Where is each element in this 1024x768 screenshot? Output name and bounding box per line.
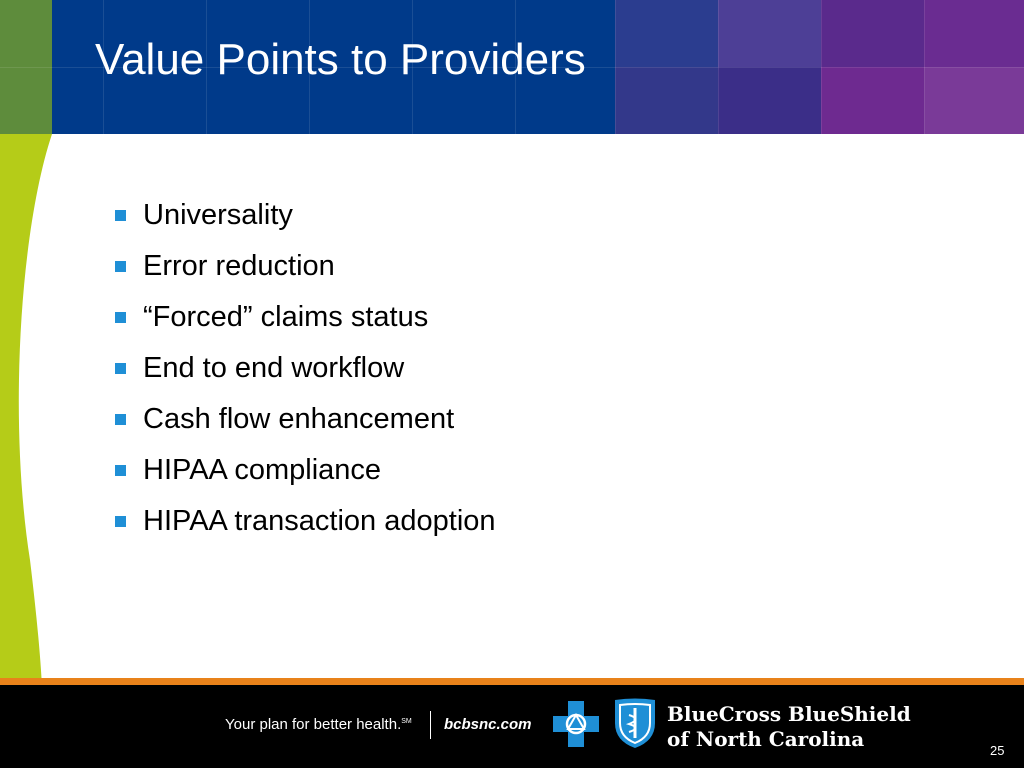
footer-separator (430, 711, 431, 739)
footer-bar (0, 685, 1024, 768)
bullet-text: “Forced” claims status (143, 301, 429, 333)
bullet-text: HIPAA compliance (143, 454, 382, 486)
list-item (115, 241, 975, 292)
list-item (115, 343, 975, 394)
square-bullet-icon (115, 414, 126, 425)
square-bullet-icon (115, 516, 126, 527)
bullet-text: Universality (143, 199, 293, 231)
blue-shield-logo-icon (612, 697, 658, 749)
square-bullet-icon (115, 312, 126, 323)
bullet-text: HIPAA transaction adoption (143, 505, 496, 537)
brand-name (667, 702, 911, 752)
brand-name-line-1: BlueCross BlueShield (667, 702, 911, 726)
list-item (115, 292, 975, 343)
list-item (115, 496, 975, 547)
square-bullet-icon (115, 363, 126, 374)
tagline-text: Your plan for better health. (225, 716, 402, 733)
bullet-text: Cash flow enhancement (143, 403, 455, 435)
square-bullet-icon (115, 465, 126, 476)
list-item (115, 445, 975, 496)
square-bullet-icon (115, 261, 126, 272)
bullet-text: Error reduction (143, 250, 335, 282)
header-banner (0, 0, 1024, 134)
footer-divider-rule (0, 678, 1024, 685)
list-item (115, 190, 975, 241)
slide-title: Value Points to Providers (95, 35, 586, 84)
blue-cross-logo-icon (553, 701, 599, 747)
list-item (115, 394, 975, 445)
bullet-list (115, 190, 975, 547)
page-number: 25 (990, 743, 1005, 758)
footer-url: bcbsnc.com (444, 716, 532, 733)
service-mark: SM (401, 718, 412, 725)
bullet-text: End to end workflow (143, 352, 405, 384)
footer-tagline (225, 716, 412, 733)
brand-name-line-2: of North Carolina (667, 727, 865, 751)
slide-content (115, 190, 975, 547)
square-bullet-icon (115, 210, 126, 221)
